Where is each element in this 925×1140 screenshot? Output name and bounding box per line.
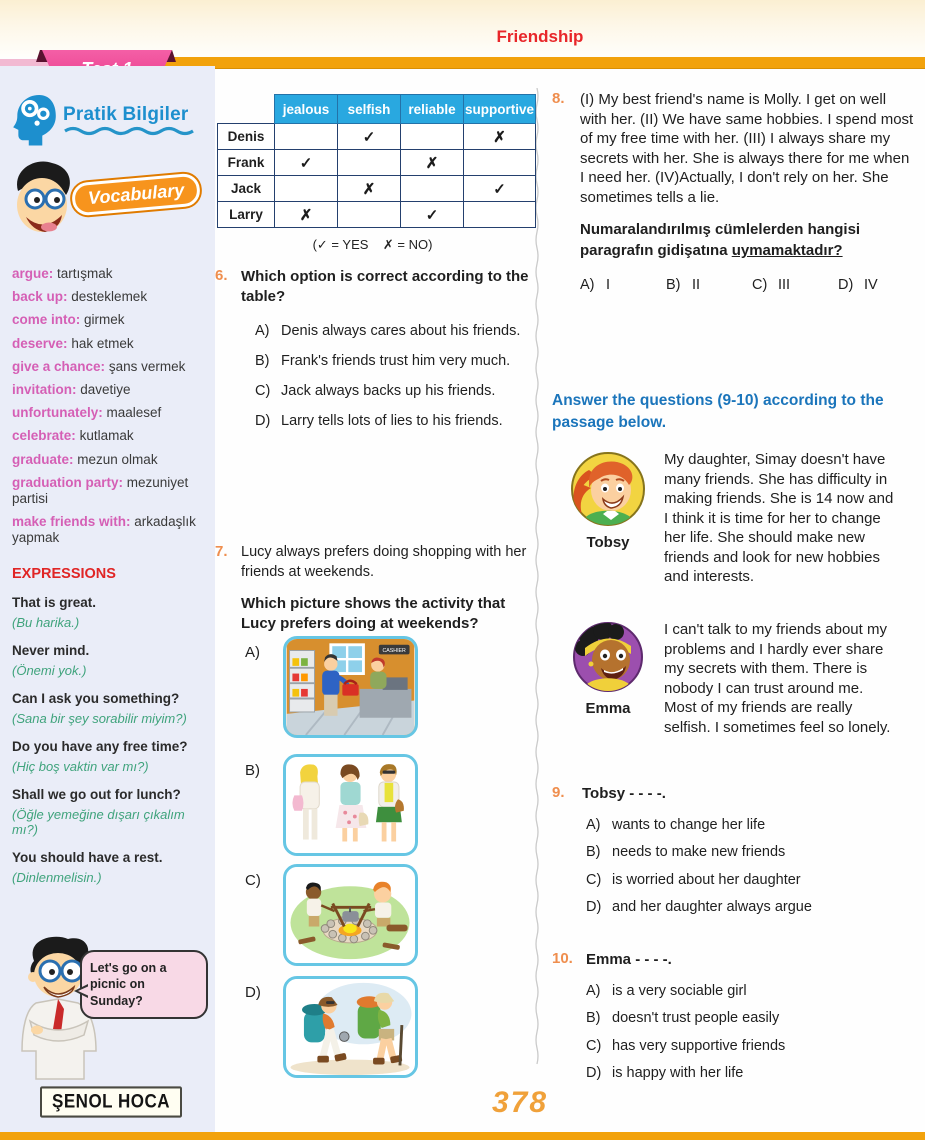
vocab-item [12,336,203,352]
question-10-options [586,982,924,1084]
expression-english: You should have a rest. [12,850,163,866]
mark-cell [401,124,464,150]
table-row [218,124,536,150]
vocab-item [12,312,203,328]
expressions-title: EXPRESSIONS [12,566,116,583]
vocab-term: graduation party: [12,474,124,490]
vocab-translation: mezuniyet partisi [12,474,189,506]
tobsy-avatar [569,450,647,528]
option-text: Larry tells lots of lies to his friends. [281,412,503,429]
expression-item [12,691,203,726]
table-header-row [218,95,536,124]
question-8-options [580,277,924,293]
traits-table [217,94,536,228]
vocab-term: give a chance: [12,358,106,374]
question-text-turkish [580,220,862,261]
option-text: doesn't trust people easily [612,1010,780,1027]
expression-english: That is great. [12,595,97,611]
mark-cell [401,176,464,202]
answer-option [586,871,924,891]
option-letter: B) [586,844,601,861]
hikers-illustration [286,979,415,1075]
mark-cell: ✓ [338,124,401,150]
expression-item [12,595,203,630]
emma-passage-block [552,620,896,737]
answer-option [586,1037,924,1057]
option-text: is happy with her life [612,1065,744,1082]
expression-english: Shall we go out for lunch? [12,787,181,803]
vocab-translation: desteklemek [71,289,148,305]
option-text: is a very sociable girl [612,982,747,999]
vocab-item [12,382,203,398]
question-passage: (I) My best friend's name is Molly. I get on well with her. (II) We have same hobbies. I spend most of my free time with her. (III) I always share my secrets with her. She is always there for me when I need her. (IV)Actually, I don't rely on her. She sometimes tells a lie. [580,91,914,206]
expressions-list [12,595,203,885]
expression-item [12,643,203,678]
expression-turkish: (Dinlenmelisin.) [12,870,102,886]
vocab-term: back up: [12,289,68,305]
column-header: jealous [275,95,338,124]
option-letter: B) [586,1010,601,1027]
mark-cell: ✗ [338,176,401,202]
table-row [218,150,536,176]
question-8 [552,90,924,293]
option-letter: C) [245,872,261,889]
middle-column [215,68,538,1140]
passage-text: I can't talk to my friends about my problems and I hardly ever share my secrets with them. There is nobody I can trust around me. Most of my friends are really selfish. I sometimes feel so lonely. [664,621,891,736]
vocab-translation: mezun olmak [77,451,158,467]
option-text: Denis always cares about his friends. [281,322,521,339]
option-text: is worried about her daughter [612,871,801,888]
answer-option [586,1064,924,1084]
vocab-term: invitation: [12,381,77,397]
vocab-term: unfortunately: [12,405,103,421]
question-number: 10. [552,950,573,967]
expression-turkish: (Bu harika.) [12,615,80,631]
bottom-rule [0,1132,925,1140]
option-letter: A) [255,322,270,339]
option-text: needs to make new friends [612,844,786,861]
option-letter: B) [245,762,260,779]
column-header: supportive [464,95,536,124]
option-letter: B) [255,352,270,369]
vocab-item [12,359,203,375]
question-text: Which picture shows the activity that Lucy prefers doing at weekends? [241,595,506,632]
table-corner-spacer [218,95,275,124]
vocab-translation: tartışmak [57,266,113,281]
pratik-bilgiler-title: Pratik Bilgiler [63,104,189,125]
cartoon-face-icon [12,154,76,244]
expression-turkish: (Hiç boş vaktin var mı?) [12,759,149,775]
speaker-name: Emma [585,700,631,717]
answer-option [255,383,538,399]
question-number: 9. [552,784,565,801]
grocery-checkout-illustration [286,639,415,735]
option-letter: D) [586,1065,602,1082]
answer-option [666,277,752,293]
vocab-item [12,266,203,282]
picture-option-a [245,636,418,738]
expression-english: Can I ask you something? [12,691,180,707]
answer-option [586,843,924,863]
question-6 [215,267,538,429]
answer-option [255,323,538,339]
scribble-underline [63,126,203,136]
mark-cell: ✓ [401,202,464,228]
option-letter: A) [245,644,260,661]
mark-cell: ✗ [464,124,536,150]
vocab-translation: arkadaşlık yapmak [12,514,196,546]
question-stem: Numaralandırılmış cümlelerden hangisi paragrafın gidişatına [580,221,861,259]
option-letter: C) [752,277,768,294]
expression-turkish: (Sana bir şey sorabilir miyim?) [12,711,187,727]
vocab-translation: girmek [84,312,125,328]
picture-frame-women-shopping [283,754,418,856]
option-text: wants to change her life [612,816,766,833]
question-number: 6. [215,267,228,284]
table-row [218,176,536,202]
vocab-item [12,514,203,546]
question-9-options [586,816,924,918]
option-letter: D) [245,984,261,1001]
passage-text: My daughter, Simay doesn't have many friends. She has difficulty in making friends. She is 14 now and I think it is time for her to change her life. She should make new friends and look for new hobbies and interests. [664,451,894,585]
page-title: Friendship [496,27,584,46]
answer-option [752,277,838,293]
option-text: IV [864,277,878,294]
answer-option [255,413,538,429]
picture-option-d [245,976,418,1078]
mark-cell [275,176,338,202]
mark-cell [275,124,338,150]
vocab-term: argue: [12,266,54,281]
option-text: II [692,277,701,294]
row-name: Larry [218,202,275,228]
option-letter: C) [255,382,271,399]
orange-rule [150,57,925,68]
option-text: and her daughter always argue [612,899,812,916]
mark-cell: ✗ [401,150,464,176]
picture-frame-grocery-checkout [283,636,418,738]
vocabulary-list [12,266,203,546]
vocabulary-badge: Vocabulary [71,172,202,216]
vocab-term: make friends with: [12,514,131,530]
vocab-term: come into: [12,312,81,328]
expression-turkish: (Öğle yemeğine dışarı çıkalım mı?) [12,807,185,838]
vocab-item [12,475,203,507]
question-6-options [255,323,538,429]
right-column [544,68,925,1140]
question-text: Which option is correct according to the table? [241,268,529,305]
expression-item [12,787,203,837]
option-letter: A) [580,277,595,294]
row-name: Denis [218,124,275,150]
question-number: 7. [215,543,228,560]
expression-english: Do you have any free time? [12,739,188,755]
row-name: Frank [218,150,275,176]
page-number: 378 [492,1086,549,1119]
expression-turkish: (Önemi yok.) [12,663,87,679]
question-10 [552,950,924,1092]
brain-head-icon [12,94,58,146]
answer-option [838,277,924,293]
picture-option-b [245,754,418,856]
emma-avatar [571,620,645,694]
instruction-9-10: Answer the questions (9-10) according to the passage below. [552,392,884,432]
vocab-item [12,452,203,468]
option-letter: C) [586,871,602,888]
option-letter: B) [666,277,681,294]
option-letter: D) [838,277,854,294]
answer-option [586,1009,924,1029]
mark-cell [464,150,536,176]
option-letter: D) [586,899,602,916]
speaker-name: Tobsy [586,534,630,551]
question-stem: Emma - - - -. [586,951,672,968]
question-9 [552,784,924,926]
question-stem: Tobsy - - - -. [582,785,666,802]
vocab-translation: kutlamak [79,428,134,444]
vocab-term: celebrate: [12,428,76,444]
option-text: III [778,277,791,294]
teacher-mascot-block [6,932,212,1088]
answer-option [586,898,924,918]
publisher-logo: ŞENOL HOCA [40,1086,182,1117]
tobsy-passage-block [552,450,896,587]
vocab-translation: maalesef [106,405,162,421]
mark-cell: ✓ [464,176,536,202]
question-number: 8. [552,90,565,107]
speech-bubble: Let's go on a picnic on Sunday? [80,950,208,1019]
women-shopping-illustration [286,757,415,853]
vocab-item [12,289,203,305]
question-underlined-word: uymamaktadır? [731,241,843,259]
cashier-sign: CASHIER [382,647,406,654]
mark-cell [338,150,401,176]
vocab-translation: şans vermek [108,358,186,374]
vocab-translation: davetiye [80,381,131,397]
vocabulary-header [12,154,203,248]
option-text: I [606,277,611,294]
option-text: Frank's friends trust him very much. [281,352,511,369]
option-letter: A) [586,982,601,999]
picture-frame-campfire-cooking [283,864,418,966]
row-name: Jack [218,176,275,202]
column-header: reliable [401,95,464,124]
expression-item [12,850,203,885]
picture-option-c [245,864,418,966]
table-legend: (✓ = YES ✗ = NO) [312,237,433,252]
expression-item [12,739,203,774]
vocab-item [12,405,203,421]
table-row [218,202,536,228]
picture-frame-hiking [283,976,418,1078]
option-letter: D) [255,412,271,429]
option-letter: A) [586,816,601,833]
vocab-translation: hak etmek [71,335,134,351]
pratik-bilgiler-header [12,94,203,146]
vocab-term: deserve: [12,335,68,351]
column-header: selfish [338,95,401,124]
mark-cell [464,202,536,228]
answer-option [255,353,538,369]
option-text: Jack always backs up his friends. [281,382,496,399]
mark-cell: ✗ [275,202,338,228]
option-text: has very supportive friends [612,1037,786,1054]
mark-cell [338,202,401,228]
option-letter: C) [586,1037,602,1054]
vocab-term: graduate: [12,451,74,467]
answer-option [580,277,666,293]
vocab-item [12,428,203,444]
expression-english: Never mind. [12,643,90,659]
question-7 [215,543,537,634]
campfire-cooking-illustration [286,867,415,963]
answer-option [586,982,924,1002]
sidebar [0,66,215,1140]
question-intro: Lucy always prefers doing shopping with her friends at weekends. [241,544,527,580]
mark-cell: ✓ [275,150,338,176]
answer-option [586,816,924,836]
